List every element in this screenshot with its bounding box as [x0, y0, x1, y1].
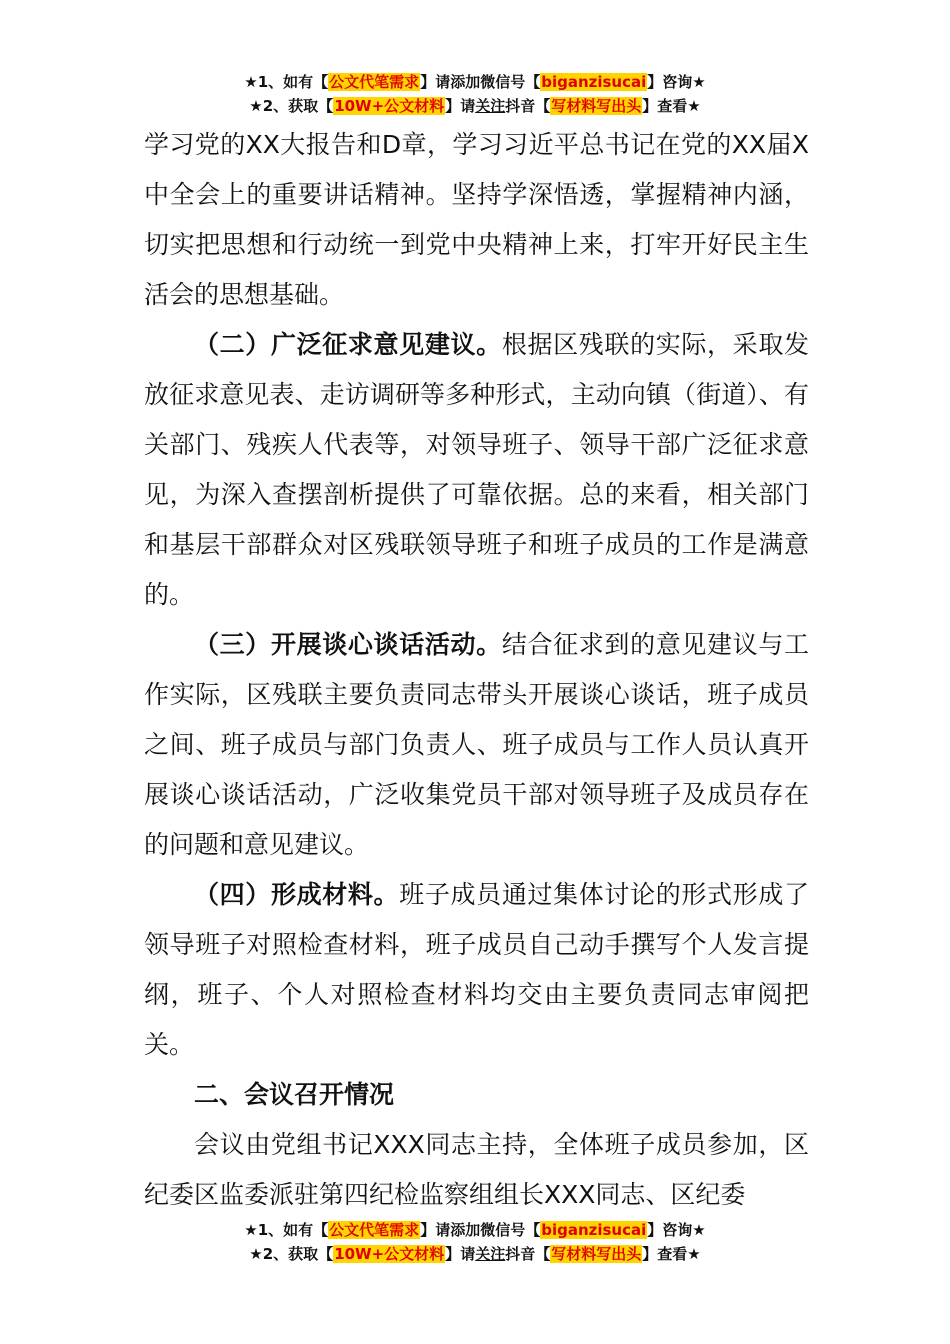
- section-heading: （四）形成材料。: [194, 880, 400, 909]
- paragraph: 学习党的XX大报告和D章，学习习近平总书记在党的XX届X中全会上的重要讲话精神。坚持学深悟透，掌握精神内涵，切实把思想和行动统一到党中央精神上来，打牢开好民主生活会的思想基础。: [144, 130, 809, 309]
- banner-highlight: biganzisucai: [541, 73, 647, 91]
- chapter-heading: 二、会议召开情况: [194, 1080, 395, 1109]
- banner-text: 】查看★: [642, 1245, 701, 1263]
- banner-highlight: 公文代笔需求: [329, 73, 420, 91]
- banner-highlight: 公文代笔需求: [329, 1221, 420, 1239]
- banner-line-2: [0, 1242, 950, 1266]
- banner-highlight: 10W+公文材料: [334, 97, 445, 115]
- section-heading: （三）开展谈心谈话活动。: [194, 630, 502, 659]
- banner-underline: 关注: [475, 1245, 506, 1263]
- banner-text: 抖音【: [505, 1245, 551, 1263]
- banner-highlight: 10W+公文材料: [334, 1245, 445, 1263]
- paragraph-text: 结合征求到的意见建议与工作实际，区残联主要负责同志带头开展谈心谈话，班子成员之间、班子成员与部门负责人、班子成员与工作人员认真开展谈心谈话活动，广泛收集党员干部对领导班子及成员存在的问题和意见建议。: [144, 630, 809, 859]
- banner-line-1: [0, 70, 950, 94]
- banner-highlight: 写材料写出头: [551, 1245, 642, 1263]
- banner-highlight: 写材料写出头: [551, 97, 642, 115]
- banner-text: 】查看★: [642, 97, 701, 115]
- paragraph: 会议由党组书记XXX同志主持，全体班子成员参加，区纪委区监委派驻第四纪检监察组组长XXX同志、区纪委: [144, 1130, 809, 1209]
- paragraph-text: 班子成员通过集体讨论的形式形成了领导班子对照检查材料，班子成员自己动手撰写个人发言提纲，班子、个人对照检查材料均交由主要负责同志审阅把关。: [144, 880, 809, 1059]
- paragraph-text: 根据区残联的实际，采取发放征求意见表、走访调研等多种形式，主动向镇（街道）、有关部门、残疾人代表等，对领导班子、领导干部广泛征求意见，为深入查摆剖析提供了可靠依据。总的来看，相关部门和基层干部群众对区残联领导班子和班子成员的工作是满意的。: [144, 330, 809, 609]
- document-body: [144, 120, 809, 1220]
- banner-highlight: biganzisucai: [541, 1221, 647, 1239]
- banner-line-1: [0, 1218, 950, 1242]
- banner-text: 】咨询★: [647, 73, 706, 91]
- banner-text: ★1、如有【: [244, 1221, 329, 1239]
- banner-text: ★1、如有【: [244, 73, 329, 91]
- top-banner: [0, 70, 950, 118]
- banner-text: 】请: [445, 97, 476, 115]
- banner-text: ★2、获取【: [249, 1245, 334, 1263]
- banner-line-2: [0, 94, 950, 118]
- section-heading: （二）广泛征求意见建议。: [194, 330, 502, 359]
- paragraph: [144, 870, 809, 1070]
- banner-text: 】咨询★: [647, 1221, 706, 1239]
- banner-text: 】请: [445, 1245, 476, 1263]
- banner-text: 】请添加微信号【: [420, 73, 541, 91]
- banner-underline: 关注: [475, 97, 506, 115]
- banner-text: 抖音【: [505, 97, 551, 115]
- paragraph: [144, 320, 809, 620]
- banner-text: 】请添加微信号【: [420, 1221, 541, 1239]
- paragraph: [144, 620, 809, 870]
- bottom-banner: [0, 1218, 950, 1266]
- banner-text: ★2、获取【: [249, 97, 334, 115]
